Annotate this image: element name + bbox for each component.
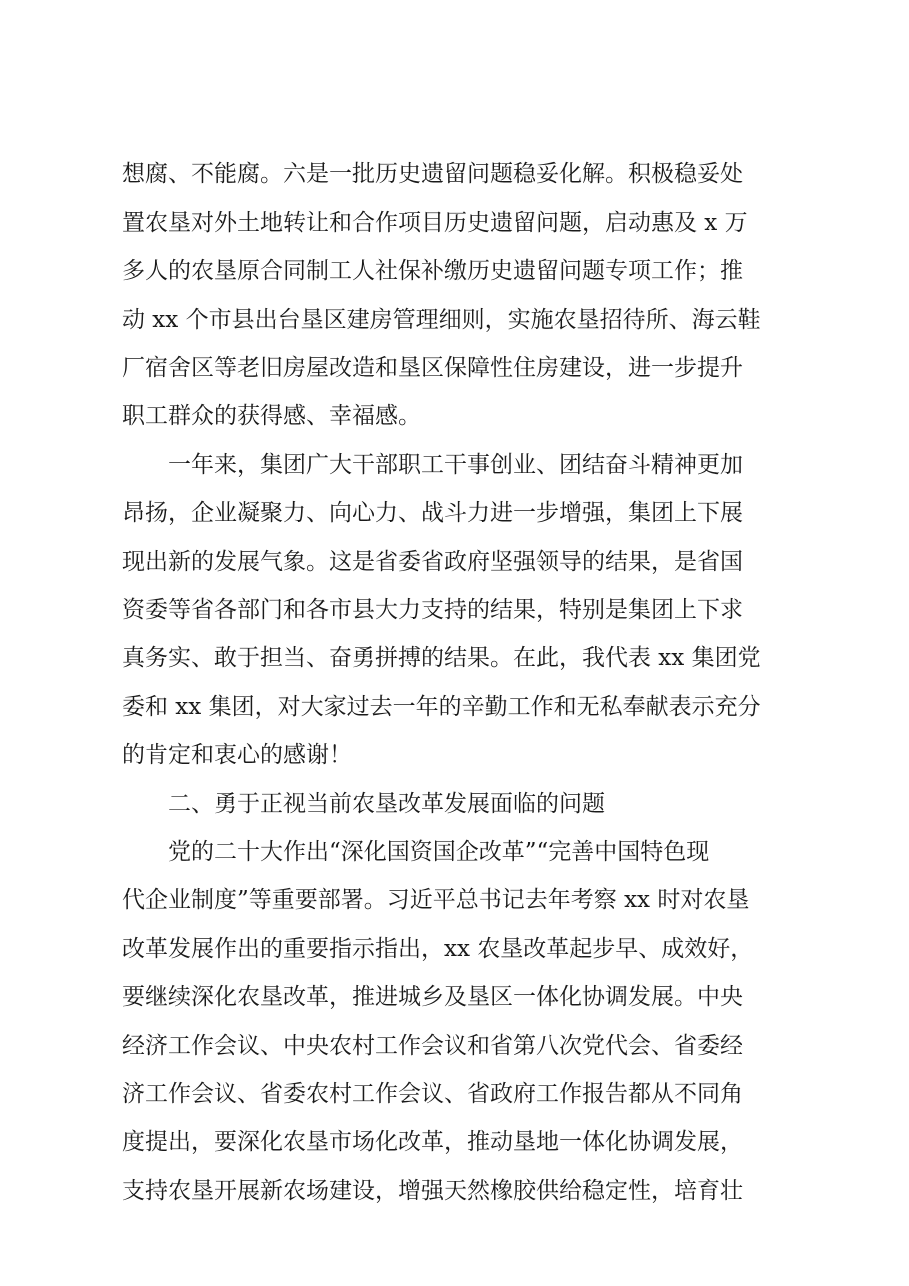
text-line: 想腐、不能腐。六是一批历史遗留问题稳妥化解。积极稳妥处 <box>122 161 743 187</box>
text-line: 多人的农垦原合同制工人社保补缴历史遗留问题专项工作；推 <box>122 258 743 284</box>
text-line: 代企业制度”等重要部署。习近平总书记去年考察 xx 时对农垦 <box>122 887 750 913</box>
text-line: 职工群众的获得感、幸福感。 <box>122 403 421 429</box>
text-line: 经济工作会议、中央农村工作会议和省第八次党代会、省委经 <box>122 1033 743 1059</box>
text-line: 要继续深化农垦改革，推进城乡及垦区一体化协调发展。中央 <box>122 984 743 1010</box>
text-line: 资委等省各部门和各市县大力支持的结果，特别是集团上下求 <box>122 597 743 623</box>
text-line: 厂宿舍区等老旧房屋改造和垦区保障性住房建设，进一步提升 <box>122 355 743 381</box>
text-line: 委和 xx 集团，对大家过去一年的辛勤工作和无私奉献表示充分 <box>122 694 761 720</box>
text-line: 昂扬，企业凝聚力、向心力、战斗力进一步增强，集团上下展 <box>122 500 743 526</box>
section-heading: 二、勇于正视当前农垦改革发展面临的问题 <box>122 791 605 817</box>
text-line: 置农垦对外土地转让和合作项目历史遗留问题，启动惠及 x 万 <box>122 210 748 236</box>
text-line: 改革发展作出的重要指示指出，xx 农垦改革起步早、成效好， <box>122 936 754 962</box>
text-line: 支持农垦开展新农场建设，增强天然橡胶供给稳定性，培育壮 <box>122 1178 743 1204</box>
text-line: 一年来，集团广大干部职工干事创业、团结奋斗精神更加 <box>122 452 743 478</box>
text-line: 党的二十大作出“深化国资国企改革”“完善中国特色现 <box>122 839 710 865</box>
text-line: 度提出，要深化农垦市场化改革，推动垦地一体化协调发展， <box>122 1129 743 1155</box>
text-line: 的肯定和衷心的感谢！ <box>122 742 352 768</box>
text-line: 现出新的发展气象。这是省委省政府坚强领导的结果，是省国 <box>122 549 743 575</box>
text-line: 真务实、敢于担当、奋勇拼搏的结果。在此，我代表 xx 集团党 <box>122 645 761 671</box>
text-line: 济工作会议、省委农村工作会议、省政府工作报告都从不同角 <box>122 1081 743 1107</box>
text-line: 动 xx 个市县出台垦区建房管理细则，实施农垦招待所、海云鞋 <box>122 307 761 333</box>
